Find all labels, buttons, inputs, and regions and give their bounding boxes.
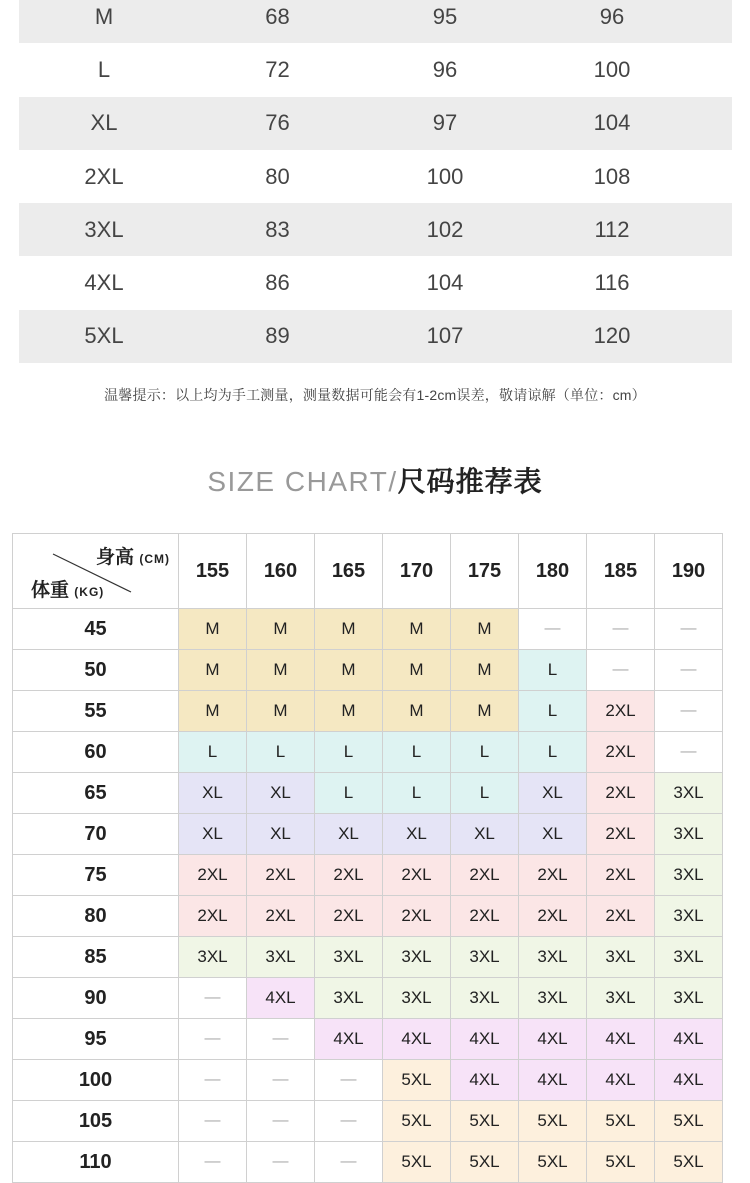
measure-cell: 3XL bbox=[84, 216, 124, 242]
size-cell: 3XL bbox=[451, 937, 519, 978]
weight-row bbox=[13, 978, 723, 1019]
size-cell: L bbox=[315, 732, 383, 773]
size-cell: L bbox=[519, 650, 587, 691]
size-cell: 5XL bbox=[451, 1142, 519, 1183]
weight-row bbox=[13, 855, 723, 896]
size-cell: 3XL bbox=[383, 937, 451, 978]
size-cell: M bbox=[315, 609, 383, 650]
size-cell: 5XL bbox=[587, 1101, 655, 1142]
measure-cell: 104 bbox=[593, 110, 631, 136]
size-cell: 4XL bbox=[587, 1019, 655, 1060]
size-cell: L bbox=[315, 773, 383, 814]
weight-cell: 45 bbox=[13, 609, 179, 650]
measure-cell: M bbox=[94, 3, 114, 29]
measure-row bbox=[19, 0, 732, 43]
weight-cell: 70 bbox=[13, 814, 179, 855]
weight-row bbox=[13, 1019, 723, 1060]
weight-row bbox=[13, 609, 723, 650]
weight-row bbox=[13, 773, 723, 814]
measure-row bbox=[19, 43, 732, 96]
measure-cell: L bbox=[97, 56, 111, 82]
weight-row bbox=[13, 1142, 723, 1183]
height-axis-label bbox=[96, 542, 170, 569]
measure-cell: 95 bbox=[432, 3, 458, 29]
size-cell: XL bbox=[247, 814, 315, 855]
measure-cell: 108 bbox=[593, 163, 631, 189]
size-cell: 5XL bbox=[383, 1142, 451, 1183]
size-cell: M bbox=[247, 609, 315, 650]
height-header-cell: 170 bbox=[383, 534, 451, 609]
size-cell: 3XL bbox=[655, 855, 723, 896]
measure-cell: 83 bbox=[265, 216, 290, 242]
weight-axis-label bbox=[31, 575, 104, 602]
size-cell: — bbox=[655, 732, 723, 773]
height-header-cell: 185 bbox=[587, 534, 655, 609]
size-cell: 3XL bbox=[519, 937, 587, 978]
measurement-note: 温馨提示：以上均为手工测量，测量数据可能会有1-2cm误差，敬请谅解（单位：cm） bbox=[104, 387, 646, 403]
size-cell: 2XL bbox=[587, 896, 655, 937]
measure-row bbox=[19, 97, 732, 150]
measure-cell: 86 bbox=[265, 270, 290, 296]
measure-cell: 4XL bbox=[84, 270, 124, 296]
size-cell: L bbox=[383, 732, 451, 773]
size-cell: M bbox=[315, 650, 383, 691]
weight-cell: 60 bbox=[13, 732, 179, 773]
weight-cell: 50 bbox=[13, 650, 179, 691]
size-cell: 3XL bbox=[315, 937, 383, 978]
size-cell: 5XL bbox=[383, 1060, 451, 1101]
size-cell: 2XL bbox=[587, 814, 655, 855]
size-cell: L bbox=[519, 691, 587, 732]
size-cell: 3XL bbox=[383, 978, 451, 1019]
weight-row bbox=[13, 896, 723, 937]
measure-row bbox=[19, 310, 732, 363]
size-cell: 2XL bbox=[587, 855, 655, 896]
size-cell: M bbox=[179, 650, 247, 691]
size-cell: — bbox=[587, 609, 655, 650]
size-cell: 3XL bbox=[655, 773, 723, 814]
measure-cell: 68 bbox=[265, 3, 290, 29]
size-cell: 2XL bbox=[179, 896, 247, 937]
measure-cell: 72 bbox=[265, 56, 290, 82]
size-cell: 3XL bbox=[519, 978, 587, 1019]
weight-cell: 75 bbox=[13, 855, 179, 896]
size-cell: 3XL bbox=[587, 937, 655, 978]
size-cell: 2XL bbox=[587, 773, 655, 814]
size-cell: 5XL bbox=[519, 1142, 587, 1183]
weight-row bbox=[13, 1060, 723, 1101]
size-cell: 3XL bbox=[655, 937, 723, 978]
size-cell: L bbox=[451, 773, 519, 814]
size-cell: 3XL bbox=[247, 937, 315, 978]
weight-cell: 100 bbox=[13, 1060, 179, 1101]
size-cell: XL bbox=[383, 814, 451, 855]
size-cell: 4XL bbox=[519, 1019, 587, 1060]
corner-cell bbox=[13, 534, 179, 609]
measure-row bbox=[19, 150, 732, 203]
size-cell: 2XL bbox=[247, 896, 315, 937]
size-cell: XL bbox=[519, 814, 587, 855]
size-cell: 2XL bbox=[315, 896, 383, 937]
weight-row bbox=[13, 691, 723, 732]
height-header-cell: 175 bbox=[451, 534, 519, 609]
size-cell: 4XL bbox=[315, 1019, 383, 1060]
size-cell: — bbox=[247, 1142, 315, 1183]
size-cell: M bbox=[383, 691, 451, 732]
weight-cell: 55 bbox=[13, 691, 179, 732]
size-cell: — bbox=[179, 1019, 247, 1060]
size-cell: — bbox=[519, 609, 587, 650]
weight-unit: (KG) bbox=[74, 585, 105, 599]
measure-cell: 120 bbox=[593, 323, 631, 349]
measure-row bbox=[19, 256, 732, 309]
measure-cell: 107 bbox=[426, 323, 464, 349]
size-cell: 3XL bbox=[655, 814, 723, 855]
size-cell: 3XL bbox=[655, 896, 723, 937]
section-title-en: SIZE CHART/ bbox=[207, 466, 398, 497]
weight-cell: 85 bbox=[13, 937, 179, 978]
size-cell: — bbox=[587, 650, 655, 691]
size-cell: — bbox=[315, 1060, 383, 1101]
size-cell: XL bbox=[519, 773, 587, 814]
size-cell: 4XL bbox=[451, 1060, 519, 1101]
size-cell: M bbox=[383, 650, 451, 691]
size-cell: 3XL bbox=[315, 978, 383, 1019]
size-cell: XL bbox=[247, 773, 315, 814]
size-cell: 5XL bbox=[655, 1101, 723, 1142]
size-cell: 2XL bbox=[451, 896, 519, 937]
weight-cell: 65 bbox=[13, 773, 179, 814]
measure-cell: 76 bbox=[265, 110, 290, 136]
size-cell: — bbox=[179, 1101, 247, 1142]
size-cell: 4XL bbox=[587, 1060, 655, 1101]
weight-label: 体重 bbox=[31, 580, 70, 601]
measure-cell: 2XL bbox=[84, 163, 124, 189]
size-cell: 2XL bbox=[315, 855, 383, 896]
size-cell: — bbox=[247, 1019, 315, 1060]
measure-cell: 96 bbox=[599, 3, 625, 29]
size-cell: 5XL bbox=[655, 1142, 723, 1183]
size-cell: 4XL bbox=[655, 1019, 723, 1060]
size-cell: — bbox=[247, 1101, 315, 1142]
measure-cell: 104 bbox=[426, 270, 464, 296]
section-title-cn: 尺码推荐表 bbox=[397, 466, 543, 497]
size-cell: L bbox=[519, 732, 587, 773]
measure-cell: 97 bbox=[432, 110, 458, 136]
measurement-table bbox=[19, 0, 732, 363]
size-cell: M bbox=[179, 609, 247, 650]
size-cell: 2XL bbox=[519, 855, 587, 896]
weight-cell: 105 bbox=[13, 1101, 179, 1142]
measure-cell: 112 bbox=[594, 216, 630, 242]
weight-row bbox=[13, 650, 723, 691]
size-cell: 2XL bbox=[247, 855, 315, 896]
size-cell: — bbox=[655, 691, 723, 732]
size-cell: — bbox=[655, 650, 723, 691]
size-cell: L bbox=[247, 732, 315, 773]
size-cell: M bbox=[451, 650, 519, 691]
size-cell: 5XL bbox=[383, 1101, 451, 1142]
size-cell: — bbox=[655, 609, 723, 650]
size-cell: — bbox=[179, 1142, 247, 1183]
size-cell: 4XL bbox=[655, 1060, 723, 1101]
measure-cell: 100 bbox=[426, 163, 464, 189]
weight-cell: 95 bbox=[13, 1019, 179, 1060]
measure-cell: 89 bbox=[265, 323, 290, 349]
size-cell: 4XL bbox=[451, 1019, 519, 1060]
weight-cell: 80 bbox=[13, 896, 179, 937]
size-cell: XL bbox=[451, 814, 519, 855]
measure-cell: 80 bbox=[265, 163, 290, 189]
weight-cell: 90 bbox=[13, 978, 179, 1019]
height-header-cell: 165 bbox=[315, 534, 383, 609]
size-cell: M bbox=[451, 609, 519, 650]
weight-row bbox=[13, 814, 723, 855]
size-cell: 3XL bbox=[179, 937, 247, 978]
size-cell: L bbox=[383, 773, 451, 814]
height-label: 身高 bbox=[96, 547, 135, 568]
measure-cell: XL bbox=[90, 110, 118, 136]
size-cell: — bbox=[179, 1060, 247, 1101]
section-title bbox=[0, 460, 750, 500]
weight-cell: 110 bbox=[13, 1142, 179, 1183]
size-cell: 5XL bbox=[451, 1101, 519, 1142]
size-cell: 2XL bbox=[587, 691, 655, 732]
size-cell: 4XL bbox=[383, 1019, 451, 1060]
size-cell: — bbox=[179, 978, 247, 1019]
size-recommendation-table bbox=[12, 533, 723, 1183]
size-cell: 5XL bbox=[519, 1101, 587, 1142]
measure-cell: 100 bbox=[593, 56, 631, 82]
weight-row bbox=[13, 732, 723, 773]
size-cell: L bbox=[451, 732, 519, 773]
size-cell: 4XL bbox=[519, 1060, 587, 1101]
size-cell: 2XL bbox=[451, 855, 519, 896]
size-cell: — bbox=[315, 1101, 383, 1142]
size-cell: M bbox=[315, 691, 383, 732]
size-cell: 4XL bbox=[247, 978, 315, 1019]
size-cell: M bbox=[451, 691, 519, 732]
height-header-cell: 155 bbox=[179, 534, 247, 609]
size-cell: M bbox=[179, 691, 247, 732]
size-cell: XL bbox=[315, 814, 383, 855]
size-cell: M bbox=[247, 650, 315, 691]
height-header-cell: 160 bbox=[247, 534, 315, 609]
weight-row bbox=[13, 937, 723, 978]
weight-row bbox=[13, 1101, 723, 1142]
size-cell: — bbox=[247, 1060, 315, 1101]
size-cell: 3XL bbox=[655, 978, 723, 1019]
measure-cell: 116 bbox=[594, 270, 630, 296]
measure-cell: 102 bbox=[426, 216, 464, 242]
size-cell: 2XL bbox=[179, 855, 247, 896]
size-cell: 2XL bbox=[383, 896, 451, 937]
height-header-row bbox=[13, 534, 723, 609]
size-cell: M bbox=[383, 609, 451, 650]
size-cell: M bbox=[247, 691, 315, 732]
height-header-cell: 190 bbox=[655, 534, 723, 609]
size-cell: 3XL bbox=[451, 978, 519, 1019]
height-header-cell: 180 bbox=[519, 534, 587, 609]
measure-cell: 5XL bbox=[84, 323, 124, 349]
size-cell: 5XL bbox=[587, 1142, 655, 1183]
size-cell: 2XL bbox=[383, 855, 451, 896]
measure-row bbox=[19, 203, 732, 256]
size-cell: XL bbox=[179, 773, 247, 814]
height-unit: (CM) bbox=[139, 552, 170, 566]
measure-cell: 96 bbox=[432, 56, 458, 82]
size-cell: — bbox=[315, 1142, 383, 1183]
size-cell: XL bbox=[179, 814, 247, 855]
size-cell: L bbox=[179, 732, 247, 773]
size-cell: 2XL bbox=[587, 732, 655, 773]
size-cell: 3XL bbox=[587, 978, 655, 1019]
size-cell: 2XL bbox=[519, 896, 587, 937]
